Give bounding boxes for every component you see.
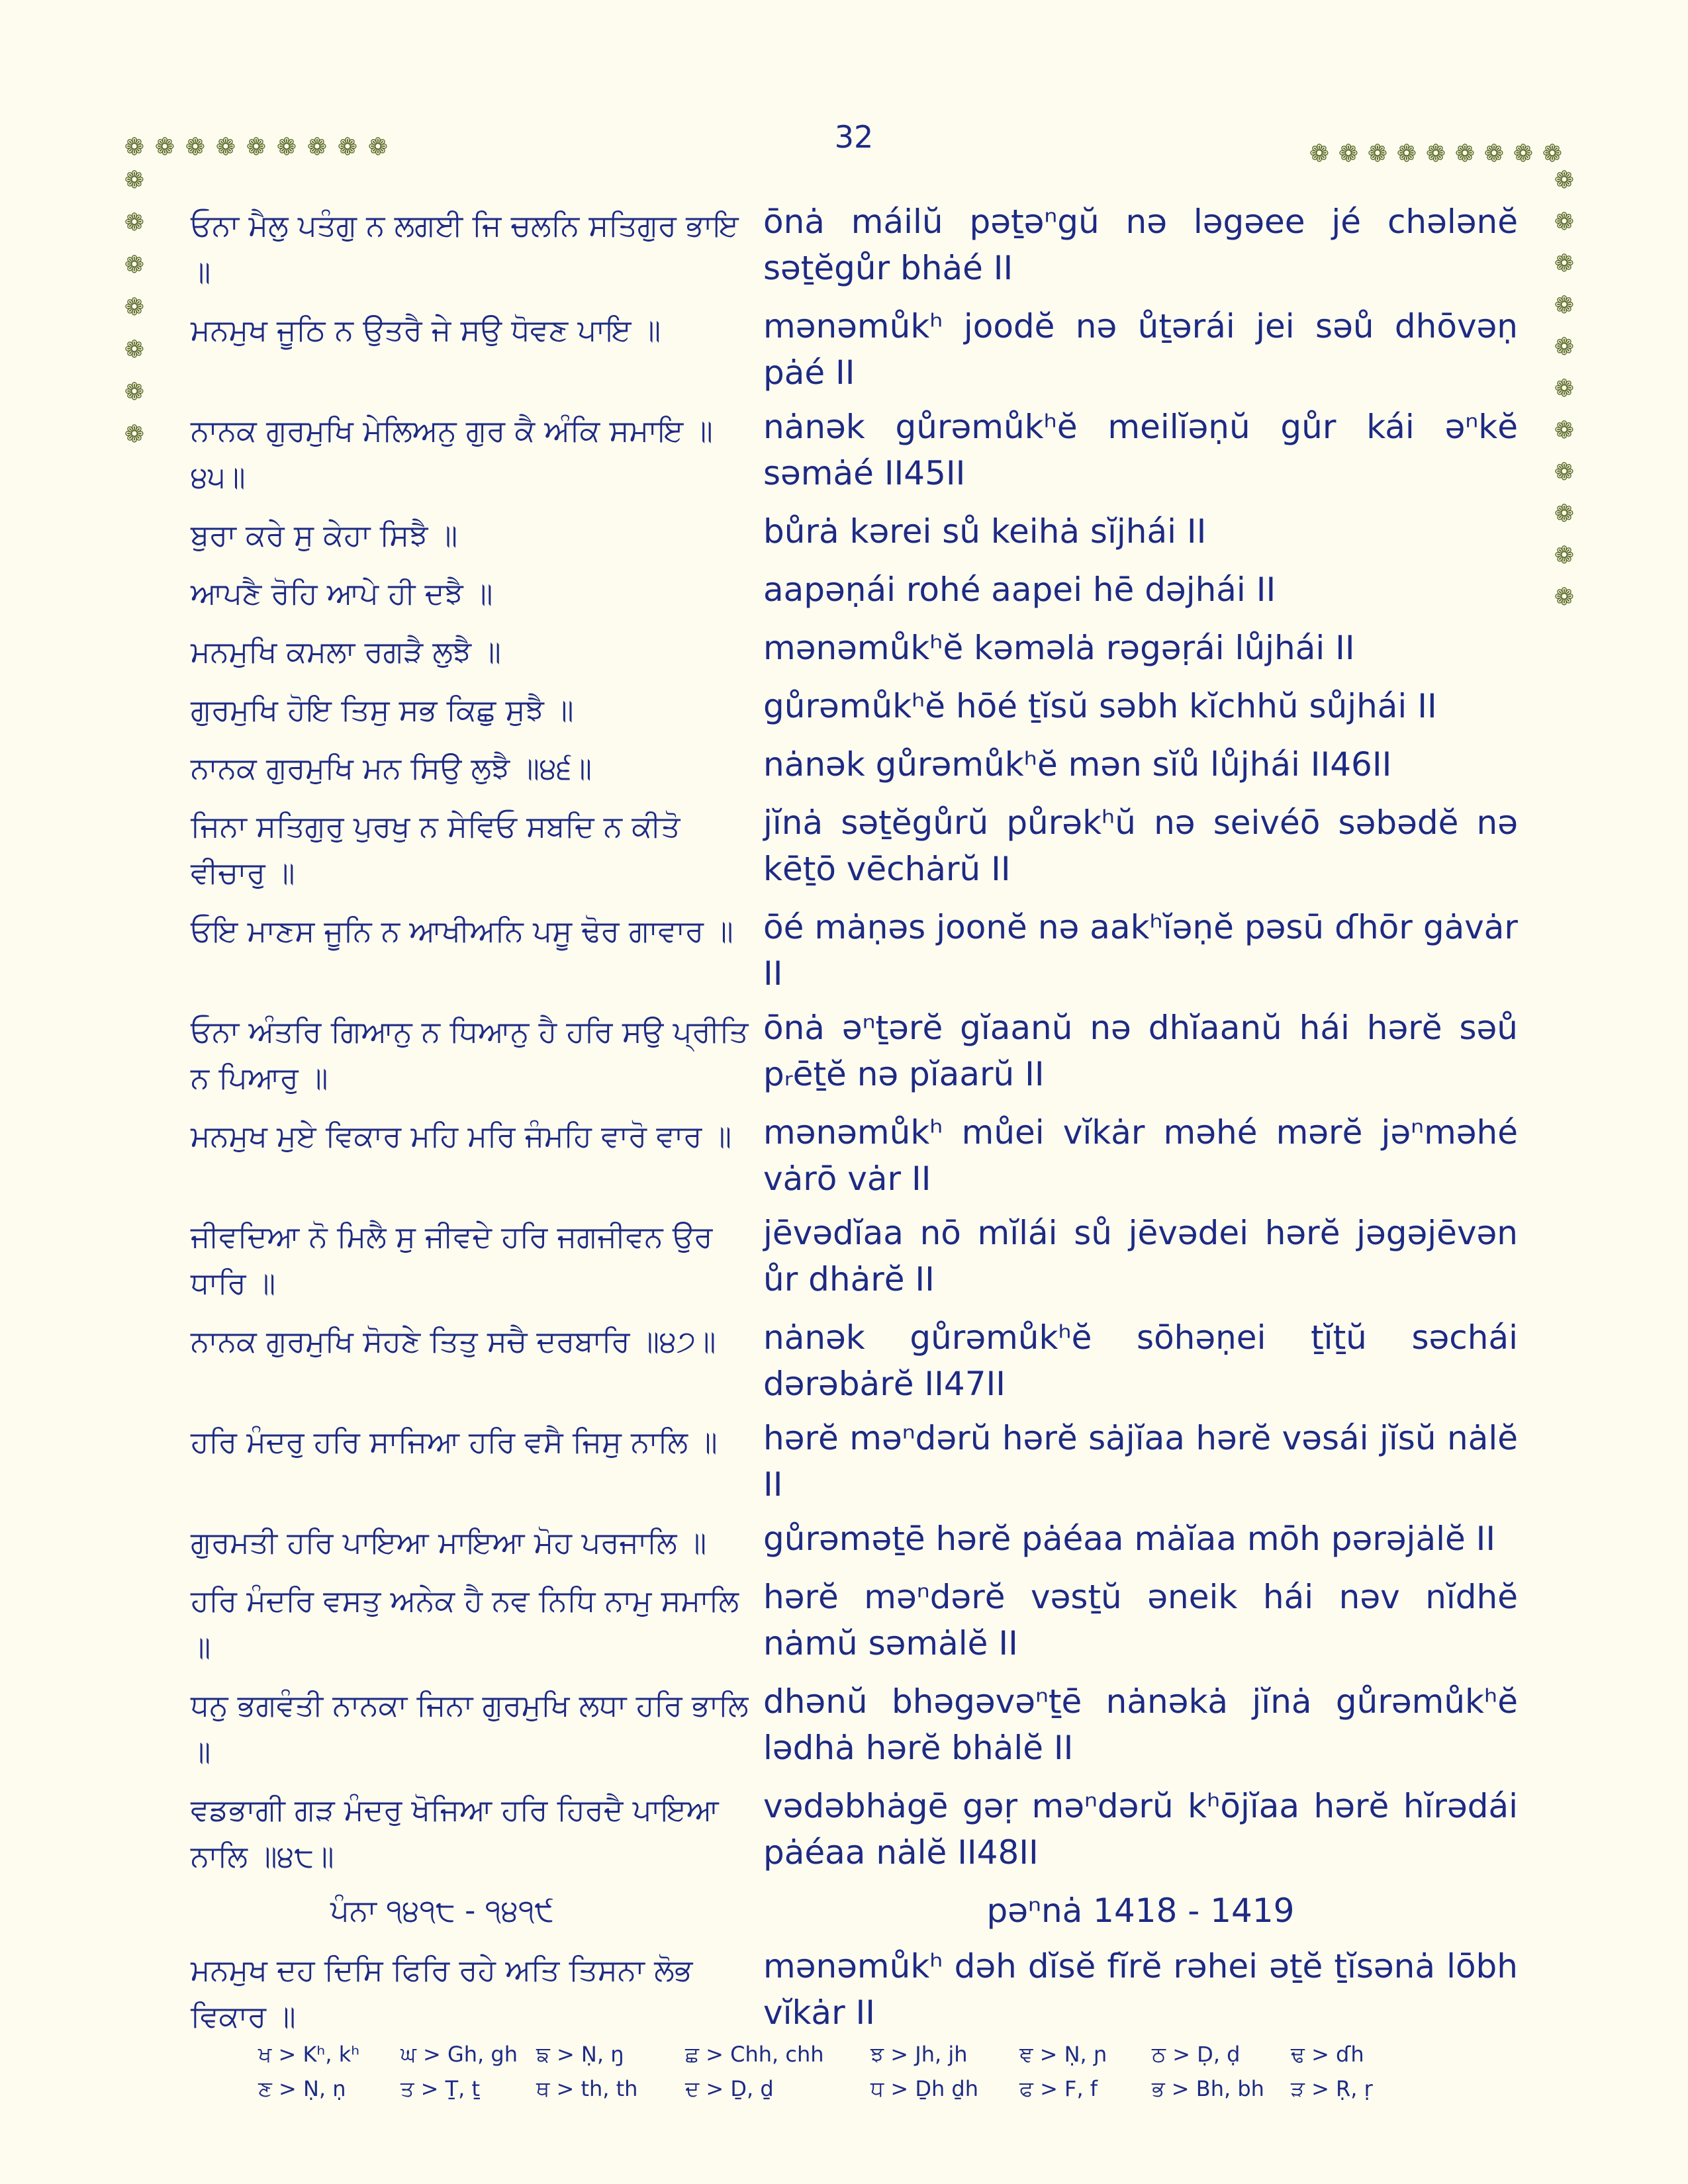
verse-row (191, 303, 1521, 396)
verse-transliteration: hərĕ məⁿdərŭ hərĕ sȧjĭaa hərĕ vəsái jĭsŭ nȧlĕ II (763, 1419, 1518, 1504)
verse-table (191, 199, 1521, 2048)
verse-transliteration: jĭnȧ səṯĕgůrŭ půrəkʰŭ nə seivéō səbədĕ nə kēṯō vēchȧrŭ II (763, 803, 1518, 888)
verse-transliteration: nȧnək gůrəmůkʰĕ sōhəṇei ṯĭṯŭ səchái dərəbȧrĕ II47II (763, 1318, 1518, 1403)
verse-gurmukhi: ਨਾਨਕ ਗੁਰਮੁਖਿ ਮੇਲਿਅਨੁ ਗੁਰ ਕੈ ਅੰਕਿ ਸਮਾਇ ॥੪੫॥ (191, 413, 713, 494)
section-heading (191, 1888, 1521, 1934)
flower-icon: ❁ (1554, 250, 1575, 277)
verse-transliteration: mənəmůkʰ joodĕ nə ůṯərái jei səů dhōvəṇ pȧé II (763, 307, 1518, 392)
section-heading-gurmukhi: ਪੰਨਾ ੧੪੧੮ - ੧੪੧੯ (330, 1893, 554, 1928)
key-entry: ਙ > Ṇ, ŋ (536, 2042, 624, 2067)
flower-icon: ❁ (1554, 500, 1575, 527)
flower-icon: ❁ (1542, 140, 1563, 167)
flower-icon: ❁ (124, 251, 145, 279)
verse-transliteration: jēvədĭaa nō mĭlái sů jēvədei hərĕ jəgəjēvən ůr dhȧrĕ II (763, 1214, 1518, 1298)
flower-icon: ❁ (1483, 140, 1505, 167)
verse-gurmukhi: ਓਇ ਮਾਣਸ ਜੂਨਿ ਨ ਆਖੀਅਨਿ ਪਸੂ ਢੋਰ ਗਾਵਾਰ ॥ (191, 913, 733, 948)
flower-icon: ❁ (306, 134, 328, 161)
verse-transliteration: mənəmůkʰĕ kəməlȧ rəgəṛái lůjhái II (763, 629, 1355, 667)
verse-row (191, 625, 1521, 675)
flower-icon: ❁ (276, 134, 297, 161)
key-entry: ਘ > Gh, gh (400, 2042, 518, 2067)
verse-transliteration: mənəmůkʰ můei vĭkȧr məhé mərĕ jəⁿməhé vȧrō vȧr II (763, 1113, 1518, 1198)
verse-list-after (191, 1943, 1521, 2040)
verse-transliteration: gůrəmůkʰĕ hōé ṯĭsŭ səbh kĭchhŭ sůjhái II (763, 687, 1437, 725)
verse-gurmukhi: ਮਨਮੁਖਿ ਕਮਲਾ ਰਗੜੈ ਲੁਝੈ ॥ (191, 634, 501, 669)
verse-gurmukhi: ਮਨਮੁਖ ਦਹ ਦਿਸਿ ਫਿਰਿ ਰਹੇ ਅਤਿ ਤਿਸਨਾ ਲੋਭ ਵਿਕਾਰ ॥ (191, 1952, 693, 2034)
flower-icon: ❁ (1513, 140, 1534, 167)
verse-row (191, 1415, 1521, 1508)
verse-row (191, 1678, 1521, 1775)
verse-gurmukhi: ਜਿਨਾ ਸਤਿਗੁਰੁ ਪੁਰਖੁ ਨ ਸੇਵਿਓ ਸਬਦਿ ਨ ਕੀਤੋ ਵੀਚਾਰੁ ॥ (191, 809, 680, 890)
flower-icon: ❁ (1554, 334, 1575, 361)
key-entry: ਖ > Kʰ, kʰ (258, 2042, 360, 2067)
verse-gurmukhi: ਆਪਣੈ ਰੋਹਿ ਆਪੇ ਹੀ ਦਝੈ ॥ (191, 576, 493, 611)
key-entry: ਝ > Jh, jh (870, 2042, 968, 2067)
flower-icon: ❁ (124, 209, 145, 236)
flower-icon: ❁ (124, 379, 145, 406)
flower-icon: ❁ (1554, 208, 1575, 236)
verse-transliteration: ōnȧ máilŭ pəṯəⁿgŭ nə ləgəee jé chələnĕ səṯĕgůr bhȧé II (763, 203, 1518, 287)
verse-transliteration: mənəmůkʰ dəh dĭsĕ fĭrĕ rəhei əṯĕ ṯĭsənȧ lōbh vĭkȧr II (763, 1947, 1518, 2032)
flower-icon: ❁ (1554, 542, 1575, 569)
verse-transliteration: ōé mȧṇəs joonĕ nə aakʰĭəṇĕ pəsū ɗhōr gȧvȧr II (763, 908, 1518, 993)
verse-gurmukhi: ਮਨਮੁਖ ਜੂਠਿ ਨ ਉਤਰੈ ਜੇ ਸਉ ਧੋਵਣ ਪਾਇ ॥ (191, 312, 661, 347)
flower-icon: ❁ (185, 134, 206, 161)
flower-icon: ❁ (246, 134, 267, 161)
verse-row (191, 683, 1521, 733)
flower-icon: ❁ (367, 134, 389, 161)
page-number: 32 (834, 119, 874, 155)
verse-gurmukhi: ਜੀਵਦਿਆ ਨੋ ਮਿਲੈ ਸੁ ਜੀਵਦੇ ਹਰਿ ਜਗਜੀਵਨ ਉਰ ਧਾਰਿ ॥ (191, 1219, 713, 1300)
verse-gurmukhi: ਵਡਭਾਗੀ ਗੜ ਮੰਦਰੁ ਖੋਜਿਆ ਹਰਿ ਹਿਰਦੈ ਪਾਇਆ ਨਾਲਿ ॥੪੮॥ (191, 1792, 719, 1874)
verse-transliteration: ōnȧ əⁿṯərĕ gĭaanŭ nə dhĭaanŭ hái hərĕ səů pᵣēṯĕ nə pĭaarŭ II (763, 1009, 1518, 1093)
key-entry: ਞ > Ṇ, ɲ (1019, 2042, 1107, 2067)
verse-row (191, 741, 1521, 792)
verse-gurmukhi: ਨਾਨਕ ਗੁਰਮੁਖਿ ਮਨ ਸਿਉ ਲੁਝੈ ॥੪੬॥ (191, 751, 592, 786)
verse-row (191, 1210, 1521, 1306)
verse-list (191, 199, 1521, 1880)
verse-transliteration: nȧnək gůrəmůkʰĕ mən sĭů lůjhái II46II (763, 745, 1392, 784)
flower-icon: ❁ (1367, 140, 1388, 167)
verse-gurmukhi: ਬੁਰਾ ਕਰੇ ਸੁ ਕੇਹਾ ਸਿਝੈ ॥ (191, 518, 458, 553)
verse-gurmukhi: ਹਰਿ ਮੰਦਰੁ ਹਰਿ ਸਾਜਿਆ ਹਰਿ ਵਸੈ ਜਿਸੁ ਨਾਲਿ ॥ (191, 1424, 718, 1459)
flower-icon: ❁ (215, 134, 236, 161)
flower-icon: ❁ (124, 336, 145, 363)
flower-icon: ❁ (1396, 140, 1417, 167)
verse-row (191, 1005, 1521, 1101)
key-entry: ੜ > Ṛ, ṛ (1291, 2076, 1373, 2101)
verse-transliteration: vədəbhȧgē gəṛ məⁿdərŭ kʰōjĭaa hərĕ hĭrədái pȧéaa nȧlĕ II48II (763, 1787, 1518, 1872)
section-heading-translit: pəⁿnȧ 1418 - 1419 (986, 1891, 1295, 1930)
key-entry: ਢ > ɗh (1291, 2042, 1364, 2067)
verse-row (191, 1516, 1521, 1566)
verse-gurmukhi: ਧਨੁ ਭਗਵੰਤੀ ਨਾਨਕਾ ਜਿਨਾ ਗੁਰਮੁਖਿ ਲਧਾ ਹਰਿ ਭਾਲਿ ॥ (191, 1688, 749, 1769)
flower-icon: ❁ (1309, 140, 1330, 167)
flower-icon: ❁ (124, 421, 145, 448)
verse-row (191, 1109, 1521, 1202)
verse-row (191, 799, 1521, 896)
verse-gurmukhi: ਨਾਨਕ ਗੁਰਮੁਖਿ ਸੋਹਣੇ ਤਿਤੁ ਸਚੈ ਦਰਬਾਰਿ ॥੪੭॥ (191, 1324, 716, 1359)
flower-icon: ❁ (1554, 459, 1575, 486)
verse-gurmukhi: ਮਨਮੁਖ ਮੁਏ ਵਿਕਾਰ ਮਹਿ ਮਰਿ ਜੰਮਹਿ ਵਾਰੋ ਵਾਰ ॥ (191, 1118, 732, 1154)
flower-icon: ❁ (154, 134, 175, 161)
flower-icon: ❁ (1554, 417, 1575, 444)
key-entry: ਥ > th, th (536, 2076, 638, 2101)
verse-transliteration: gůrəməṯē hərĕ pȧéaa mȧĭaa mōh pərəjȧlĕ II (763, 1520, 1496, 1558)
verse-row (191, 1574, 1521, 1670)
verse-transliteration: dhənŭ bhəgəvəⁿṯē nȧnəkȧ jĭnȧ gůrəmůkʰĕ lədhȧ hərĕ bhȧlĕ II (763, 1682, 1518, 1767)
verse-transliteration: bůrȧ kərei sů keihȧ sĭjhái II (763, 512, 1207, 551)
verse-row (191, 404, 1521, 500)
verse-row (191, 1943, 1521, 2040)
verse-gurmukhi: ਗੁਰਮਤੀ ਹਰਿ ਪਾਇਆ ਮਾਇਆ ਮੋਹ ਪਰਜਾਲਿ ॥ (191, 1525, 707, 1560)
verse-row (191, 1783, 1521, 1880)
flower-icon: ❁ (1554, 375, 1575, 402)
key-entry: ਭ > Bh, bh (1152, 2076, 1264, 2101)
flower-icon: ❁ (1554, 167, 1575, 194)
verse-row (191, 508, 1521, 559)
verse-gurmukhi: ਓਨਾ ਮੈਲੁ ਪਤੰਗੁ ਨ ਲਗਈ ਜਿ ਚਲਨਿ ਸਤਿਗੁਰ ਭਾਇ ॥ (191, 208, 739, 289)
flower-icon: ❁ (1554, 292, 1575, 319)
verse-gurmukhi: ਗੁਰਮੁਖਿ ਹੋਇ ਤਿਸੁ ਸਭ ਕਿਛੁ ਸੁਝੈ ॥ (191, 692, 574, 727)
flower-icon: ❁ (124, 294, 145, 321)
verse-transliteration: hərĕ məⁿdərĕ vəsṯŭ əneik hái nəv nĭdhĕ nȧmŭ səmȧlĕ II (763, 1578, 1518, 1662)
flower-icon: ❁ (124, 167, 145, 194)
flower-icon: ❁ (1454, 140, 1476, 167)
key-entry: ਫ > F, f (1019, 2076, 1098, 2101)
key-entry: ਧ > Ḏh ḏh (870, 2076, 979, 2101)
verse-row (191, 199, 1521, 295)
verse-row (191, 567, 1521, 617)
verse-gurmukhi: ਹਰਿ ਮੰਦਰਿ ਵਸਤੁ ਅਨੇਕ ਹੈ ਨਵ ਨਿਧਿ ਨਾਮੁ ਸਮਾਲਿ ॥ (191, 1583, 739, 1664)
verse-row (191, 1314, 1521, 1407)
key-entry: ਣ > Ṇ, ṇ (258, 2076, 346, 2101)
key-entry: ਠ > Ḍ, ḍ (1152, 2042, 1241, 2067)
verse-transliteration: nȧnək gůrəmůkʰĕ meilĭəṇŭ gůr kái əⁿkĕ səmȧé II45II (763, 408, 1518, 492)
key-entry: ਤ > Ṯ, ṯ (400, 2076, 481, 2101)
flower-icon: ❁ (124, 134, 145, 161)
verse-row (191, 904, 1521, 997)
key-entry: ਛ > Chh, chh (685, 2042, 824, 2067)
flower-icon: ❁ (1338, 140, 1359, 167)
key-entry: ਦ > Ḏ, ḏ (685, 2076, 774, 2101)
verse-gurmukhi: ਓਨਾ ਅੰਤਰਿ ਗਿਆਨੁ ਨ ਧਿਆਨੁ ਹੈ ਹਰਿ ਸਉ ਪ੍ਰੀਤਿ ਨ ਪਿਆਰੁ ॥ (191, 1014, 749, 1095)
verse-transliteration: aapəṇái rohé aapei hē dəjhái II (763, 570, 1276, 609)
flower-icon: ❁ (337, 134, 358, 161)
flower-icon: ❁ (1554, 584, 1575, 611)
flower-icon: ❁ (1425, 140, 1446, 167)
